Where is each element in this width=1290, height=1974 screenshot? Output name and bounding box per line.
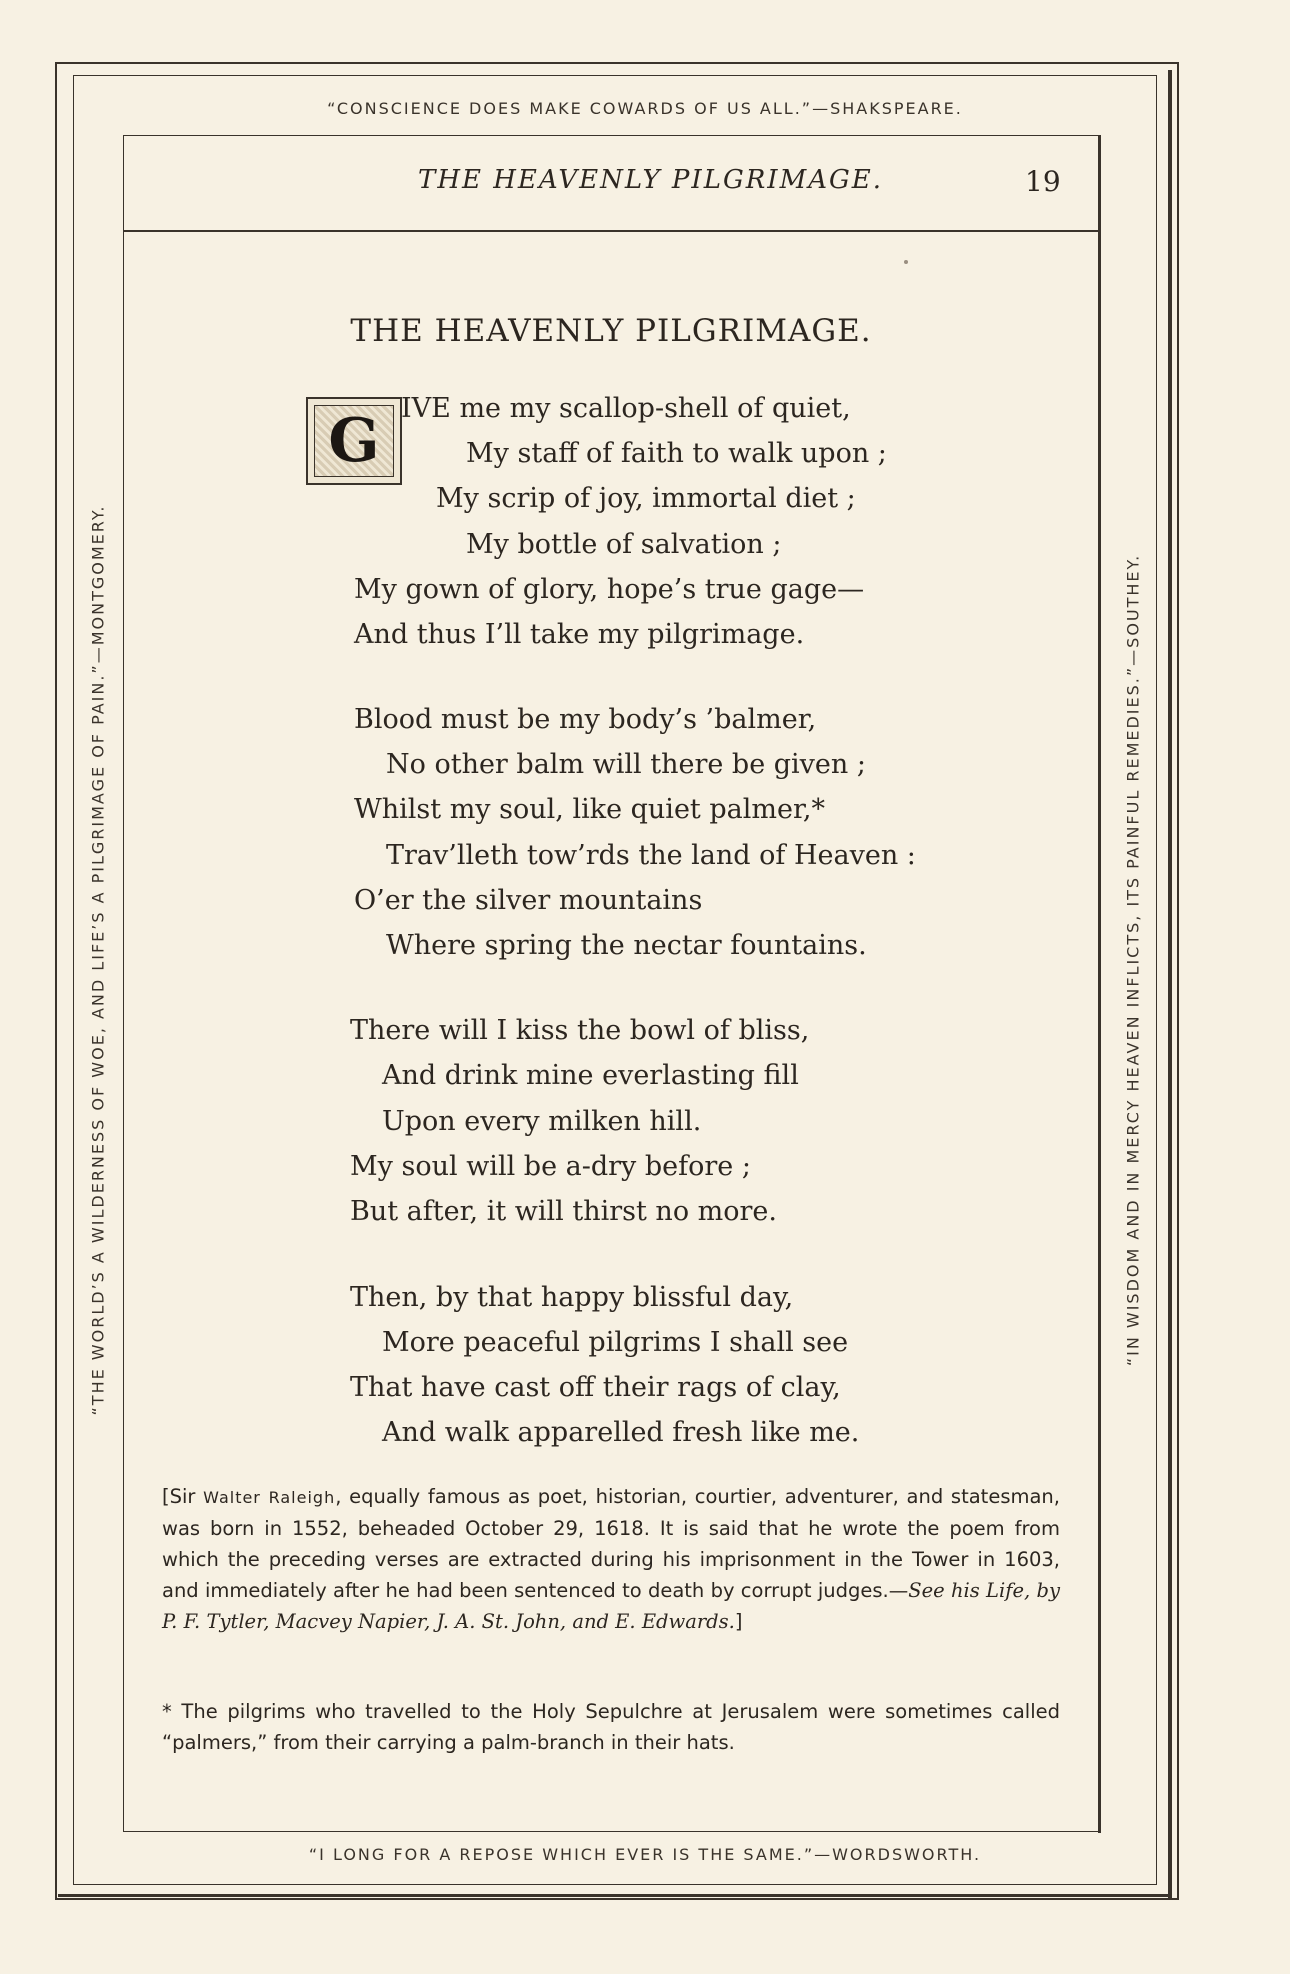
poem-line: My staff of faith to walk upon ; (466, 438, 887, 469)
poem-line: And walk apparelled fresh like me. (382, 1417, 860, 1448)
bio-text: , equally famous as poet, historian, courtier, adventurer, and statesman, was born in 1552, beheaded October 29, 1618. It is said that he wrote the poem from which the preceding verses are extracted during his imprisonment in the Tower in 1603, and immediately after he had been sentenced to death by corrupt judges.— (162, 1485, 1060, 1602)
poem-line: And drink mine everlasting fill (382, 1060, 799, 1091)
ink-spot (904, 260, 908, 264)
poem-line: My gown of glory, hope’s true gage— (354, 574, 865, 605)
poem-line: No other balm will there be given ; (386, 749, 866, 780)
bio-close: ] (734, 1610, 743, 1633)
poem-line: More peaceful pilgrims I shall see (382, 1327, 849, 1358)
dropcap-ornament (306, 397, 402, 485)
poem-line: That have cast off their rags of clay, (350, 1372, 841, 1403)
bio-open: [Sir (162, 1485, 204, 1508)
header-rule (123, 230, 1101, 232)
motto-bottom: “I LONG FOR A REPOSE WHICH EVER IS THE SAME.”—WORDSWORTH. (308, 1845, 982, 1864)
footnote: * The pilgrims who travelled to the Holy Sepulchre at Jerusalem were sometimes called “palmers,” from their carrying a palm-branch in their hats. (162, 1700, 1060, 1754)
dropcap-frame (314, 405, 394, 477)
dropcap-letter: G (328, 406, 380, 476)
page-number: 19 (1025, 165, 1061, 198)
poem-line: Whilst my soul, like quiet palmer,* (354, 794, 825, 825)
poem-line: There will I kiss the bowl of bliss, (350, 1015, 810, 1046)
poem-line: Where spring the nectar fountains. (386, 930, 867, 961)
running-title: THE HEAVENLY PILGRIMAGE. (418, 165, 883, 195)
poem-line: My soul will be a-dry before ; (350, 1151, 751, 1182)
motto-right: “IN WISDOM AND IN MERCY HEAVEN INFLICTS, ITS PAINFUL REMEDIES.”—SOUTHEY. (1123, 553, 1143, 1367)
outer-border-shadow (1168, 70, 1172, 1900)
motto-top: “CONSCIENCE DOES MAKE COWARDS OF US ALL.”—SHAKSPEARE. (327, 99, 963, 118)
poem-line: But after, it will thirst no more. (350, 1196, 777, 1227)
poem-line: And thus I’ll take my pilgrimage. (354, 619, 805, 650)
poem-line: Blood must be my body’s ’balmer, (354, 704, 817, 735)
author-first-name: Walter (203, 1488, 261, 1507)
poem-line: Then, by that happy blissful day, (350, 1282, 794, 1313)
poem-line: My scrip of joy, immortal diet ; (436, 483, 856, 514)
poem-line: IVE me my scallop-shell of quiet, (401, 393, 851, 424)
author-last-name: Raleigh (268, 1488, 336, 1507)
biographical-note (162, 1481, 1060, 1637)
poem-title: THE HEAVENLY PILGRIMAGE. (350, 313, 872, 349)
page-box-shadow (1098, 135, 1101, 1833)
outer-border-shadow-bottom (58, 1894, 1172, 1897)
poem-line: My bottle of salvation ; (466, 529, 782, 560)
poem-line: Trav’lleth tow’rds the land of Heaven : (386, 840, 916, 871)
poem-line: O’er the silver mountains (354, 885, 703, 916)
motto-left: “THE WORLD’S A WILDERNESS OF WOE, AND LIFE’S A PILGRIMAGE OF PAIN.”—MONTGOMERY. (88, 504, 108, 1416)
poem-line: Upon every milken hill. (382, 1106, 702, 1137)
bio-references: See his Life, by P. F. Tytler, Macvey Napier, J. A. St. John, and E. Edwards. (162, 1579, 1061, 1633)
